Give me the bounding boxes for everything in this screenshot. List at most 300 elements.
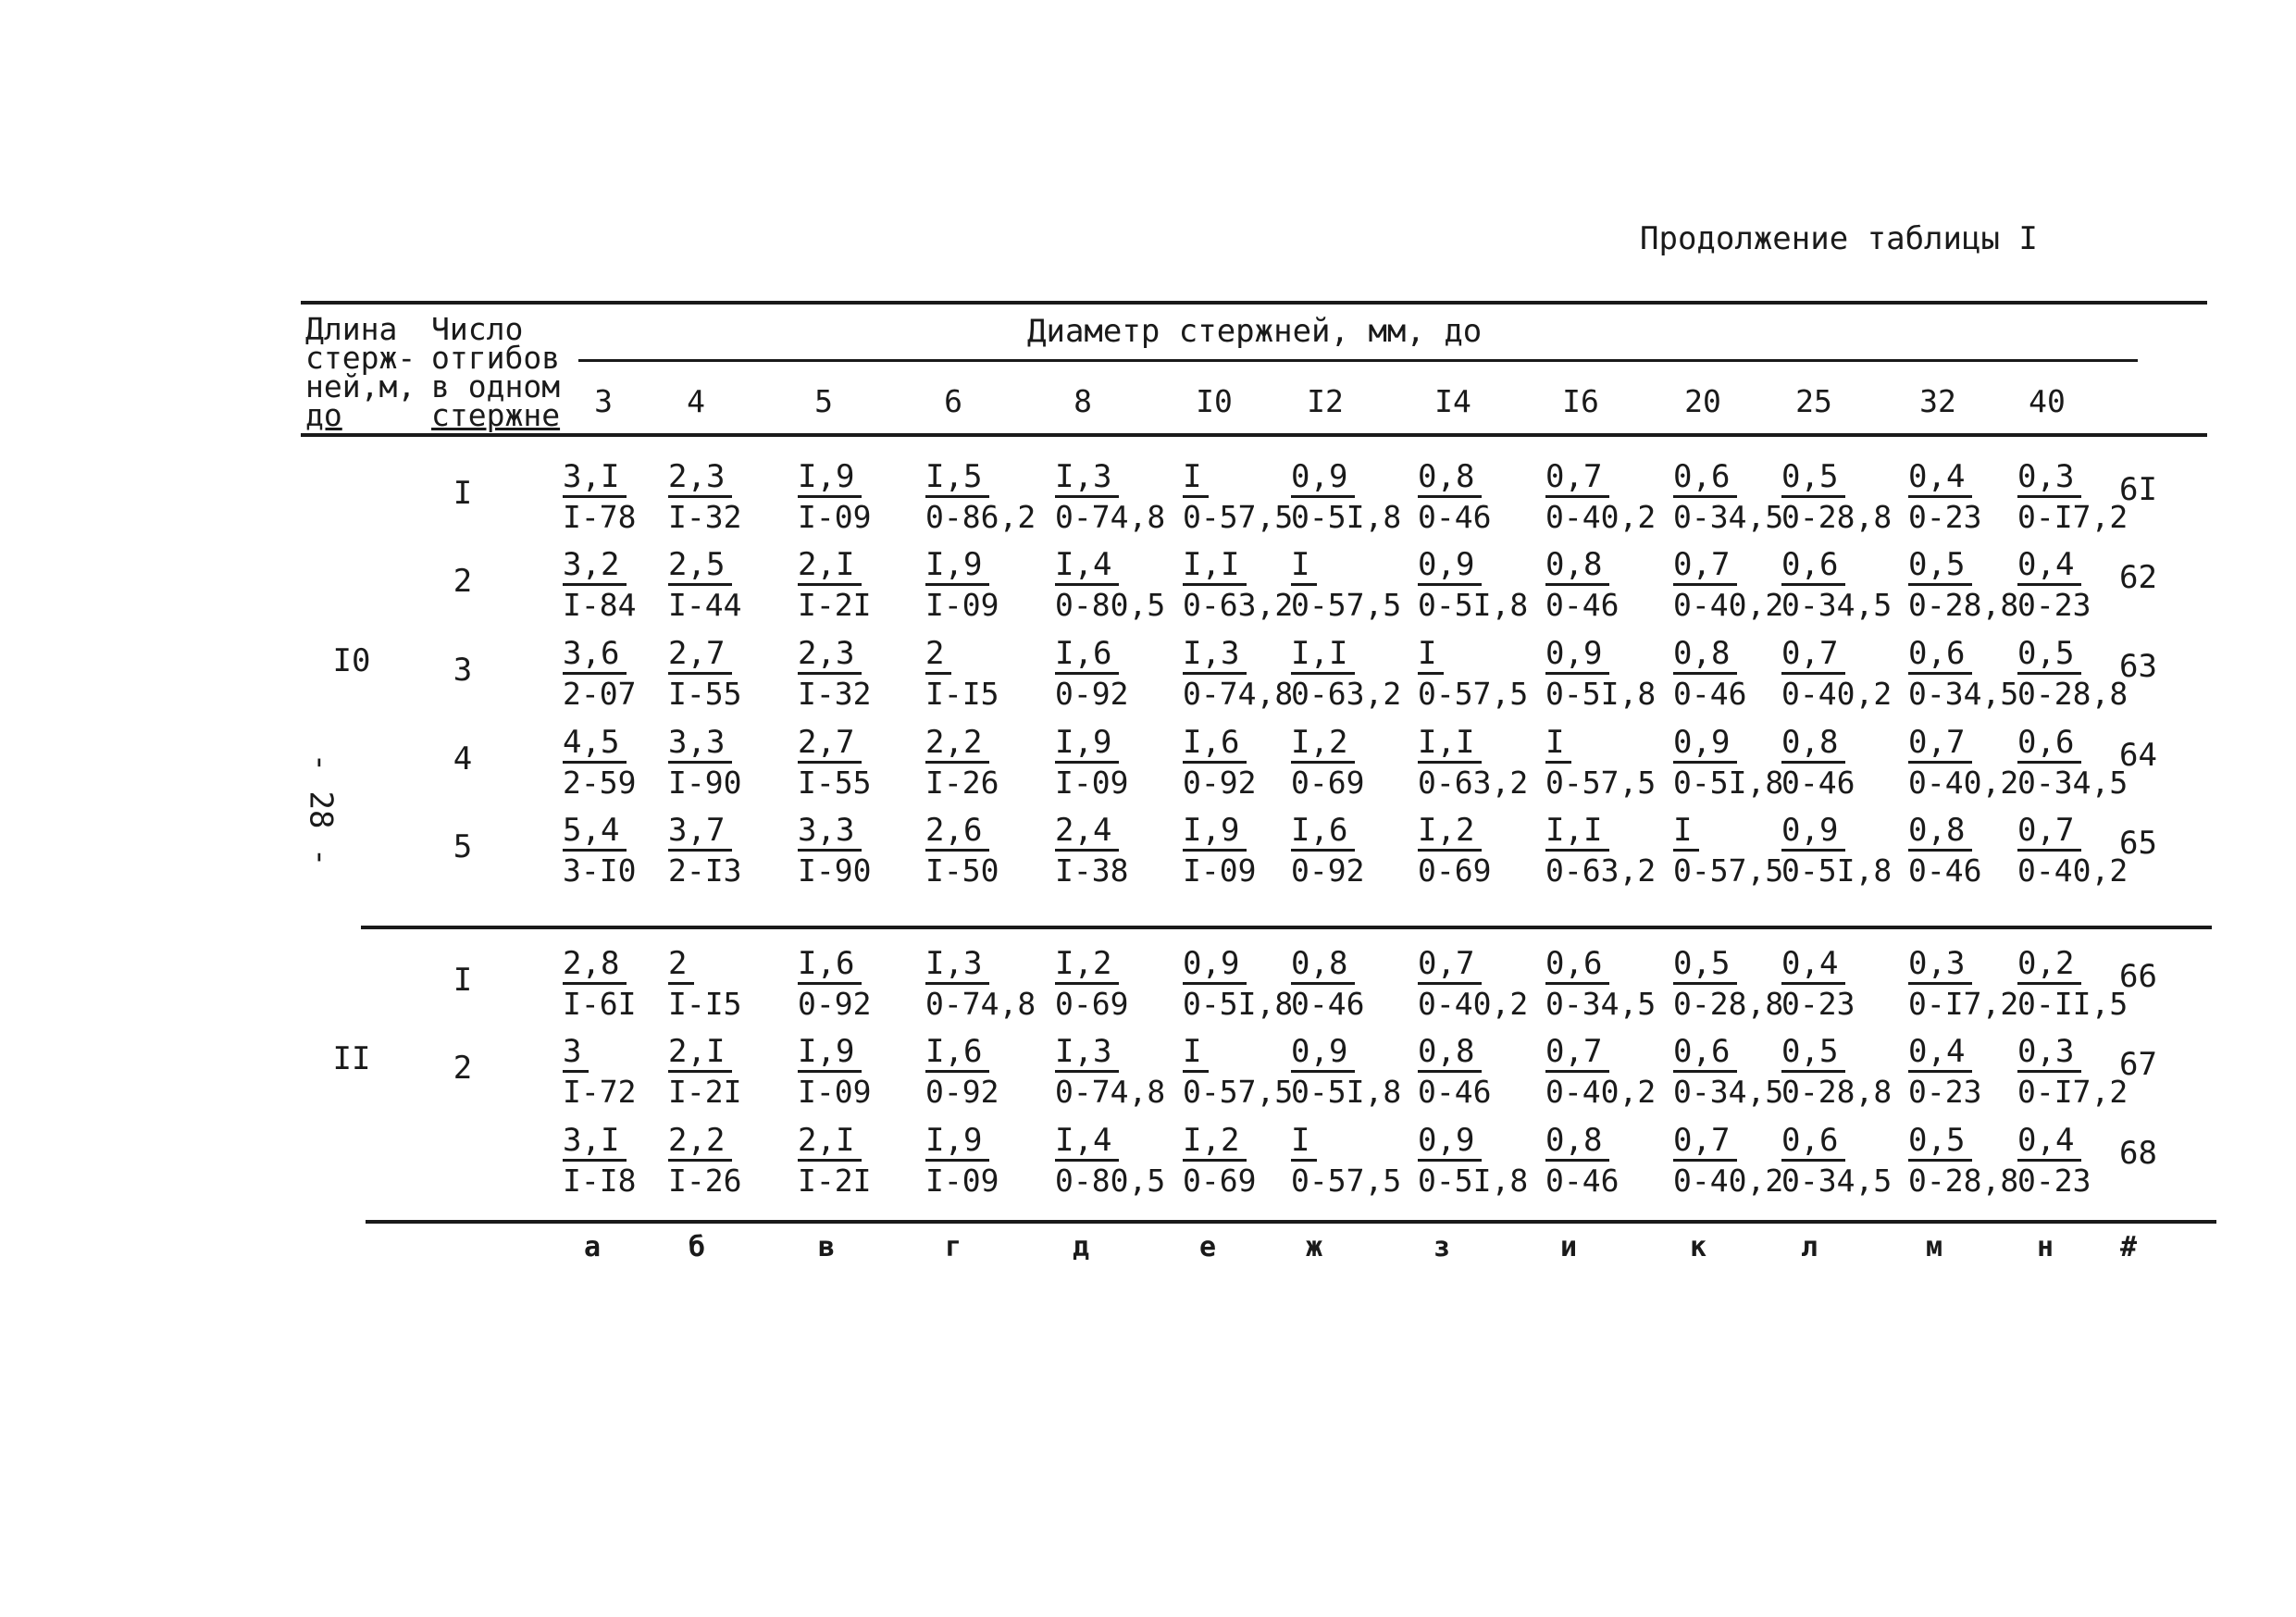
cell-top-value: I,9 — [925, 1122, 989, 1162]
cell-bottom-value: 0-23 — [1908, 1074, 1982, 1110]
cell-top-value: 0,8 — [1545, 546, 1609, 586]
cell-bottom-value: 0-46 — [1291, 986, 1365, 1022]
diameter-label: I0 — [1196, 383, 1233, 419]
table-cell — [1291, 812, 1364, 890]
cell-bottom-value: 0-86,2 — [925, 499, 1036, 535]
table-cell — [925, 945, 1036, 1024]
cell-bottom-value: 0-69 — [1291, 765, 1365, 801]
cell-top-value: 0,9 — [1291, 1033, 1355, 1073]
cell-bottom-value: I-09 — [798, 499, 872, 535]
table-cell — [1183, 458, 1293, 537]
cell-bottom-value: I-55 — [668, 676, 742, 712]
table-cell — [1291, 458, 1401, 537]
cell-bottom-value: I-09 — [925, 587, 999, 623]
table-cell — [668, 546, 741, 625]
cell-top-value: 0,9 — [1418, 1122, 1482, 1162]
table-cell — [1291, 546, 1401, 625]
cell-bottom-value: 0-5I,8 — [1291, 1074, 1402, 1110]
cell-top-value: 0,6 — [1781, 1122, 1845, 1162]
table-cell — [1908, 546, 2018, 625]
cell-top-value: I,6 — [1291, 812, 1355, 852]
table-cell — [1781, 724, 1855, 802]
cell-bottom-value: 2-59 — [563, 765, 637, 801]
cell-top-value: 0,6 — [1545, 945, 1609, 985]
header-line: Число — [431, 311, 524, 347]
cell-bottom-value: 0-46 — [1418, 1074, 1492, 1110]
table-cell — [1055, 635, 1128, 714]
cell-top-value: I,I — [1545, 812, 1609, 852]
table-cell — [2017, 724, 2128, 802]
header-bottom-rule — [301, 433, 2207, 437]
table-cell — [2017, 945, 2128, 1024]
cell-top-value: I — [1291, 1122, 1317, 1162]
cell-top-value: I — [1418, 635, 1444, 675]
table-cell — [1908, 458, 1981, 537]
cell-top-value: I — [1673, 812, 1699, 852]
table-bottom-rule — [366, 1220, 2216, 1224]
cell-bottom-value: 0-5I,8 — [1183, 986, 1294, 1022]
diameter-label: 8 — [1074, 383, 1092, 419]
cell-top-value: 0,7 — [1545, 1033, 1609, 1073]
table-cell — [925, 1033, 999, 1112]
diameter-label: 5 — [814, 383, 833, 419]
table-cell — [563, 812, 636, 890]
cell-top-value: 2 — [925, 635, 951, 675]
table-cell — [1418, 546, 1528, 625]
diameter-label: 25 — [1795, 383, 1832, 419]
cell-bottom-value: 0-40,2 — [1545, 499, 1657, 535]
header-line: стержне — [431, 397, 561, 433]
column-letter: е — [1198, 1231, 1217, 1263]
cell-top-value: 0,7 — [1673, 546, 1737, 586]
cell-bottom-value: 0-34,5 — [1781, 587, 1893, 623]
cell-top-value: 2,2 — [668, 1122, 732, 1162]
cell-bottom-value: I-26 — [668, 1163, 742, 1199]
cell-bottom-value: 0-II,5 — [2017, 986, 2128, 1022]
cell-top-value: I,2 — [1055, 945, 1119, 985]
cell-top-value: 2,6 — [925, 812, 989, 852]
diameter-label: I2 — [1307, 383, 1344, 419]
cell-top-value: 0,8 — [1418, 458, 1482, 498]
cell-top-value: 2,I — [798, 546, 862, 586]
table-cell — [1183, 546, 1293, 625]
cell-top-value: I,I — [1418, 724, 1482, 764]
table-cell — [2017, 458, 2128, 537]
table-cell — [798, 458, 871, 537]
table-cell — [1545, 1033, 1656, 1112]
cell-bottom-value: 0-92 — [925, 1074, 999, 1110]
bends-value: 3 — [453, 652, 473, 689]
cell-bottom-value: 0-28,8 — [1908, 587, 2019, 623]
cell-top-value: 0,6 — [1673, 1033, 1737, 1073]
cell-top-value: 0,9 — [1291, 458, 1355, 498]
table-cell — [563, 458, 636, 537]
cell-bottom-value: 0-34,5 — [1545, 986, 1657, 1022]
cell-top-value: I,4 — [1055, 1122, 1119, 1162]
cell-top-value: 0,6 — [1781, 546, 1845, 586]
cell-bottom-value: I-50 — [925, 852, 999, 889]
header-line: в одном — [431, 368, 561, 404]
cell-top-value: I,6 — [925, 1033, 989, 1073]
header-line: отгибов — [431, 340, 561, 376]
table-cell — [668, 812, 741, 890]
header-line: стерж- — [305, 340, 416, 376]
cell-top-value: I,9 — [798, 1033, 862, 1073]
table-cell — [798, 812, 871, 890]
cell-bottom-value: 0-63,2 — [1545, 852, 1657, 889]
cell-top-value: 2,I — [668, 1033, 732, 1073]
table-cell — [1781, 635, 1892, 714]
cell-top-value: 0,7 — [1418, 945, 1482, 985]
column-letter: д — [1072, 1231, 1090, 1263]
cell-top-value: 2,5 — [668, 546, 732, 586]
table-cell — [1055, 945, 1128, 1024]
cell-bottom-value: 0-34,5 — [1908, 676, 2019, 712]
cell-bottom-value: 0-34,5 — [1673, 1074, 1784, 1110]
header-line: до — [305, 397, 342, 433]
cell-top-value: I,4 — [1055, 546, 1119, 586]
table-cell — [798, 1122, 871, 1200]
cell-top-value: I — [1183, 458, 1209, 498]
table-cell — [798, 945, 871, 1024]
cell-bottom-value: 0-74,8 — [925, 986, 1036, 1022]
cell-top-value: I,6 — [1183, 724, 1247, 764]
cell-top-value: 5,4 — [563, 812, 627, 852]
table-cell — [1291, 1033, 1401, 1112]
cell-top-value: 0,7 — [1908, 724, 1972, 764]
table-cell — [1183, 635, 1293, 714]
cell-bottom-value: I-2I — [668, 1074, 742, 1110]
diameter-label: I4 — [1434, 383, 1471, 419]
cell-bottom-value: I-84 — [563, 587, 637, 623]
cell-bottom-value: 0-46 — [1908, 852, 1982, 889]
table-cell — [1673, 1033, 1783, 1112]
cell-top-value: 2,2 — [925, 724, 989, 764]
cell-top-value: 2,7 — [798, 724, 862, 764]
table-cell — [798, 724, 871, 802]
cell-bottom-value: 0-34,5 — [2017, 765, 2128, 801]
table-cell — [1781, 1033, 1892, 1112]
cell-bottom-value: I-44 — [668, 587, 742, 623]
cell-top-value: 0,9 — [1183, 945, 1247, 985]
diameter-title: Диаметр стержней, мм, до — [1027, 313, 1483, 350]
header-line: Длина — [305, 311, 398, 347]
cell-bottom-value: 0-40,2 — [1673, 587, 1784, 623]
cell-bottom-value: 0-80,5 — [1055, 1163, 1166, 1199]
cell-bottom-value: I-26 — [925, 765, 999, 801]
cell-top-value: 0,5 — [1908, 1122, 1972, 1162]
cell-bottom-value: 0-46 — [1418, 499, 1492, 535]
cell-top-value: 2,7 — [668, 635, 732, 675]
cell-top-value: 0,9 — [1673, 724, 1737, 764]
cell-bottom-value: 0-5I,8 — [1673, 765, 1784, 801]
table-cell — [1418, 812, 1491, 890]
cell-top-value: I,5 — [925, 458, 989, 498]
cell-top-value: 2,4 — [1055, 812, 1119, 852]
cell-bottom-value: I-72 — [563, 1074, 637, 1110]
diameter-label: 20 — [1684, 383, 1721, 419]
cell-bottom-value: 0-57,5 — [1545, 765, 1657, 801]
diameter-label: 32 — [1919, 383, 1956, 419]
cell-bottom-value: 0-57,5 — [1291, 1163, 1402, 1199]
cell-top-value: 0,3 — [2017, 1033, 2081, 1073]
cell-bottom-value: 0-40,2 — [1908, 765, 2019, 801]
cell-top-value: I,I — [1183, 546, 1247, 586]
table-cell — [1545, 635, 1656, 714]
table-cell — [1545, 546, 1619, 625]
table-cell — [668, 1122, 741, 1200]
cell-bottom-value: 0-69 — [1418, 852, 1492, 889]
table-cell — [925, 458, 1036, 537]
cell-bottom-value: 0-57,5 — [1418, 676, 1529, 712]
table-cell — [1291, 635, 1401, 714]
cell-top-value: 0,4 — [2017, 1122, 2081, 1162]
cell-top-value: I,3 — [1183, 635, 1247, 675]
cell-top-value: I,9 — [1183, 812, 1247, 852]
table-cell — [1781, 945, 1855, 1024]
cell-top-value: 0,9 — [1418, 546, 1482, 586]
table-cell — [925, 1122, 999, 1200]
table-cell — [1418, 724, 1528, 802]
bends-column-header — [431, 311, 561, 433]
cell-bottom-value: 0-92 — [1183, 765, 1257, 801]
table-cell — [1545, 1122, 1619, 1200]
cell-top-value: 3,7 — [668, 812, 732, 852]
cell-top-value: 0,5 — [1781, 1033, 1845, 1073]
row-number: 6I — [2119, 471, 2157, 508]
table-cell — [1545, 812, 1656, 890]
table-cell — [1673, 635, 1746, 714]
row-number: 64 — [2119, 737, 2157, 774]
table-cell — [1908, 724, 2018, 802]
cell-bottom-value: 0-5I,8 — [1418, 1163, 1529, 1199]
cell-top-value: 2,3 — [798, 635, 862, 675]
cell-bottom-value: 0-57,5 — [1673, 852, 1784, 889]
table-cell — [563, 945, 636, 1024]
cell-bottom-value: 0-23 — [1908, 499, 1982, 535]
cell-top-value: 0,3 — [2017, 458, 2081, 498]
bends-value: 2 — [453, 563, 473, 600]
cell-bottom-value: 0-40,2 — [1781, 676, 1893, 712]
cell-bottom-value: 0-5I,8 — [1291, 499, 1402, 535]
cell-top-value: 0,6 — [2017, 724, 2081, 764]
table-cell — [1673, 458, 1783, 537]
cell-top-value: 0,5 — [1781, 458, 1845, 498]
cell-bottom-value: 0-46 — [1545, 1163, 1620, 1199]
table-cell — [925, 546, 999, 625]
table-cell — [1908, 1122, 2018, 1200]
cell-bottom-value: 0-92 — [1055, 676, 1129, 712]
cell-bottom-value: 0-46 — [1673, 676, 1747, 712]
table-cell — [2017, 1033, 2128, 1112]
cell-bottom-value: I-90 — [668, 765, 742, 801]
diameter-label: 40 — [2029, 383, 2066, 419]
table-cell — [798, 635, 871, 714]
table-cell — [1418, 1122, 1528, 1200]
table-cell — [2017, 812, 2128, 890]
cell-top-value: 0,7 — [1673, 1122, 1737, 1162]
cell-top-value: 0,4 — [1781, 945, 1845, 985]
table-cell — [798, 1033, 871, 1112]
cell-bottom-value: I-55 — [798, 765, 872, 801]
table-cell — [563, 1122, 636, 1200]
table-cell — [668, 724, 741, 802]
length-column-header — [305, 311, 416, 433]
cell-bottom-value: 0-63,2 — [1418, 765, 1529, 801]
table-cell — [1781, 812, 1892, 890]
table-cell — [1908, 1033, 1981, 1112]
table-cell — [1183, 812, 1256, 890]
cell-bottom-value: I-09 — [1183, 852, 1257, 889]
cell-bottom-value: I-09 — [798, 1074, 872, 1110]
diameter-label: 3 — [594, 383, 613, 419]
cell-top-value: 3,6 — [563, 635, 627, 675]
length-value: I0 — [332, 642, 371, 679]
table-cell — [1673, 724, 1783, 802]
cell-bottom-value: 0-28,8 — [1781, 499, 1893, 535]
column-letter: н — [2036, 1231, 2054, 1263]
table-top-rule — [301, 301, 2207, 305]
table-cell — [668, 458, 741, 537]
cell-top-value: 0,7 — [2017, 812, 2081, 852]
table-cell — [1781, 546, 1892, 625]
cell-bottom-value: 0-40,2 — [1673, 1163, 1784, 1199]
cell-top-value: I,9 — [925, 546, 989, 586]
cell-bottom-value: I-32 — [668, 499, 742, 535]
cell-top-value: 0,8 — [1291, 945, 1355, 985]
column-letter: л — [1800, 1231, 1818, 1263]
cell-top-value: 0,5 — [1673, 945, 1737, 985]
column-letter: и — [1559, 1231, 1578, 1263]
cell-bottom-value: 2-07 — [563, 676, 637, 712]
bends-value: I — [453, 962, 473, 999]
cell-bottom-value: 0-69 — [1055, 986, 1129, 1022]
cell-top-value: 0,2 — [2017, 945, 2081, 985]
table-cell — [798, 546, 871, 625]
cell-top-value: 0,4 — [2017, 546, 2081, 586]
table-cell — [1055, 546, 1165, 625]
table-caption: Продолжение таблицы I — [1640, 220, 2038, 257]
column-letter: г — [944, 1231, 962, 1263]
table-cell — [1908, 812, 1981, 890]
cell-bottom-value: 0-28,8 — [2017, 676, 2128, 712]
cell-bottom-value: 0-46 — [1781, 765, 1855, 801]
table-cell — [1291, 945, 1364, 1024]
cell-bottom-value: 0-28,8 — [1908, 1163, 2019, 1199]
cell-top-value: 0,7 — [1545, 458, 1609, 498]
cell-top-value: 3,I — [563, 458, 627, 498]
table-cell — [1055, 812, 1128, 890]
cell-top-value: 3,I — [563, 1122, 627, 1162]
cell-bottom-value: 0-69 — [1183, 1163, 1257, 1199]
column-letter: а — [583, 1231, 602, 1263]
cell-bottom-value: 0-92 — [1291, 852, 1365, 889]
row-number: 67 — [2119, 1046, 2157, 1083]
diameter-label: 4 — [687, 383, 705, 419]
column-letter: в — [817, 1231, 836, 1263]
table-cell — [1418, 635, 1528, 714]
cell-top-value: I,6 — [798, 945, 862, 985]
cell-top-value: 3,2 — [563, 546, 627, 586]
cell-top-value: 0,6 — [1908, 635, 1972, 675]
cell-top-value: I — [1183, 1033, 1209, 1073]
cell-top-value: 0,6 — [1673, 458, 1737, 498]
table-cell — [1291, 1122, 1401, 1200]
cell-bottom-value: I-2I — [798, 1163, 872, 1199]
table-cell — [925, 724, 999, 802]
table-cell — [668, 635, 741, 714]
table-cell — [1908, 945, 2018, 1024]
table-cell — [1055, 458, 1165, 537]
table-cell — [563, 1033, 636, 1112]
cell-top-value: I,9 — [1055, 724, 1119, 764]
cell-bottom-value: 0-23 — [2017, 1163, 2091, 1199]
cell-top-value: 0,5 — [1908, 546, 1972, 586]
cell-bottom-value: I-I5 — [925, 676, 999, 712]
cell-bottom-value: 0-23 — [1781, 986, 1855, 1022]
bends-value: I — [453, 475, 473, 512]
table-cell — [1183, 945, 1293, 1024]
table-cell — [1908, 635, 2018, 714]
cell-top-value: 0,4 — [1908, 1033, 1972, 1073]
cell-top-value: 2 — [668, 945, 694, 985]
table-cell — [1545, 458, 1656, 537]
diameter-label: I6 — [1562, 383, 1599, 419]
cell-top-value: 0,8 — [1545, 1122, 1609, 1162]
cell-bottom-value: I-6I — [563, 986, 637, 1022]
cell-bottom-value: 3-I0 — [563, 852, 637, 889]
cell-bottom-value: 2-I3 — [668, 852, 742, 889]
cell-top-value: I,3 — [1055, 458, 1119, 498]
column-letter: # — [2119, 1231, 2138, 1263]
cell-bottom-value: 0-74,8 — [1055, 499, 1166, 535]
cell-bottom-value: 0-92 — [798, 986, 872, 1022]
cell-bottom-value: 0-28,8 — [1781, 1074, 1893, 1110]
cell-bottom-value: 0-63,2 — [1291, 676, 1402, 712]
group-separator-rule — [361, 926, 2212, 929]
table-cell — [2017, 1122, 2091, 1200]
column-letter: ж — [1305, 1231, 1323, 1263]
table-cell — [1055, 1033, 1165, 1112]
cell-top-value: 3,3 — [668, 724, 732, 764]
cell-bottom-value: 0-40,2 — [2017, 852, 2128, 889]
cell-bottom-value: I-2I — [798, 587, 872, 623]
table-cell — [2017, 546, 2091, 625]
cell-top-value: I,9 — [798, 458, 862, 498]
table-cell — [1183, 724, 1256, 802]
cell-bottom-value: 0-46 — [1545, 587, 1620, 623]
diameter-header-rule — [578, 359, 2138, 362]
cell-top-value: I,2 — [1183, 1122, 1247, 1162]
table-cell — [1418, 945, 1528, 1024]
cell-top-value: 0,8 — [1673, 635, 1737, 675]
row-number: 68 — [2119, 1135, 2157, 1172]
table-cell — [1055, 724, 1128, 802]
bends-value: 5 — [453, 828, 473, 865]
table-cell — [2017, 635, 2128, 714]
table-cell — [1055, 1122, 1165, 1200]
cell-top-value: I,3 — [1055, 1033, 1119, 1073]
table-cell — [1673, 945, 1783, 1024]
cell-bottom-value: 0-I7,2 — [1908, 986, 2019, 1022]
cell-bottom-value: 0-74,8 — [1183, 676, 1294, 712]
bends-value: 2 — [453, 1050, 473, 1087]
cell-bottom-value: I-90 — [798, 852, 872, 889]
cell-top-value: I,2 — [1418, 812, 1482, 852]
cell-bottom-value: 0-40,2 — [1418, 986, 1529, 1022]
table-cell — [925, 635, 999, 714]
table-cell — [1183, 1122, 1256, 1200]
